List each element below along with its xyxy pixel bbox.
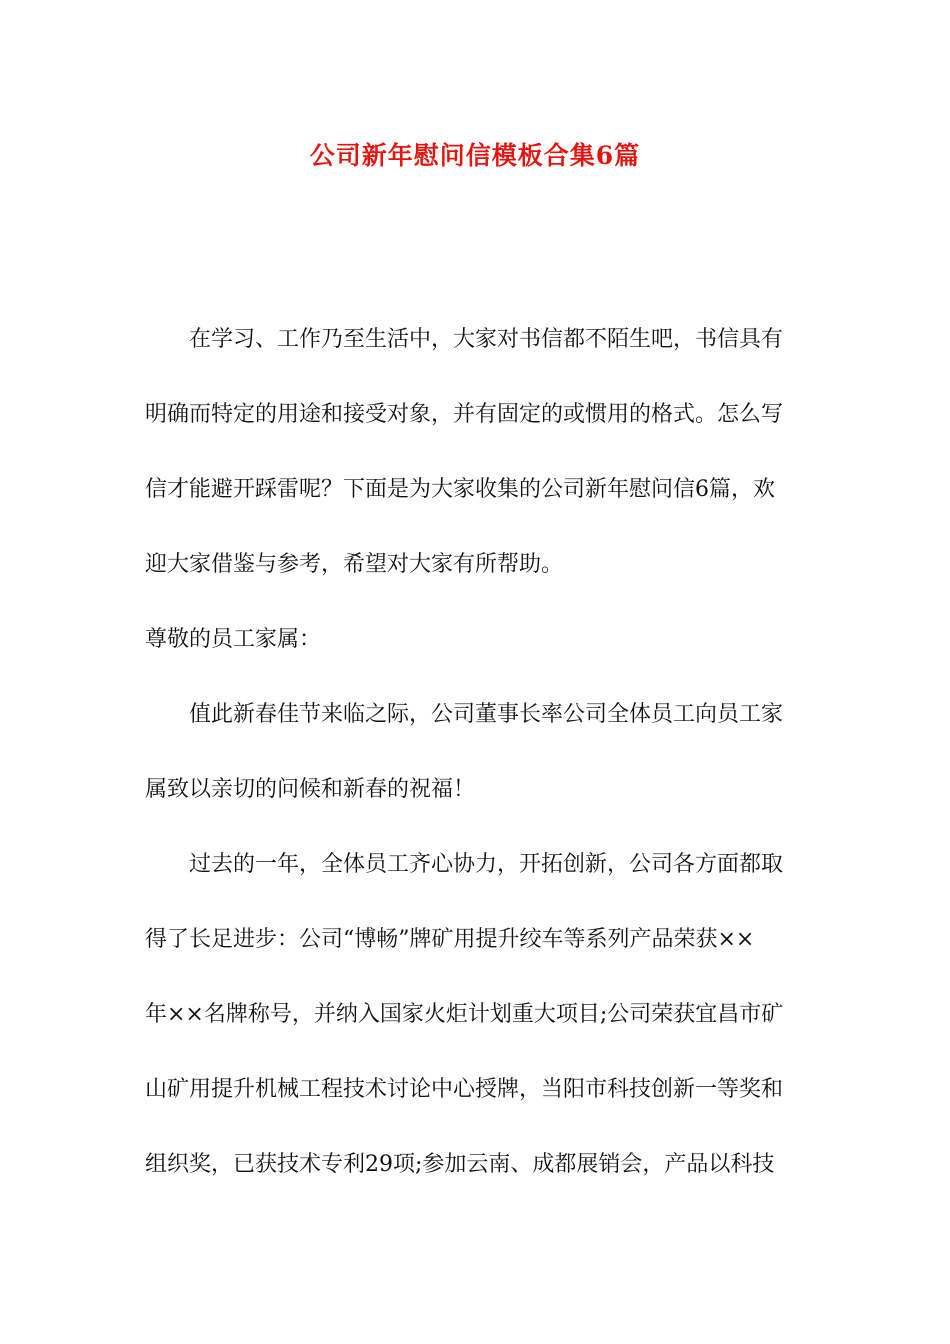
document-title: 公司新年慰问信模板合集6篇 bbox=[309, 141, 641, 170]
salutation: 尊敬的员工家属： bbox=[145, 627, 322, 652]
paragraph-line: 在学习、工作乃至生活中，大家对书信都不陌生吧，书信具有 bbox=[189, 327, 784, 352]
paragraph-line: 组织奖，已获技术专利29项;参加云南、成都展销会，产品以科技 bbox=[145, 1152, 775, 1177]
paragraph-line: 属致以亲切的问候和新春的祝福！ bbox=[145, 777, 476, 802]
paragraph-line: 迎大家借鉴与参考，希望对大家有所帮助。 bbox=[145, 552, 564, 577]
paragraph-line: 年××名牌称号，并纳入国家火炬计划重大项目;公司荣获宜昌市矿 bbox=[145, 1002, 784, 1027]
paragraph-line: 得了长足进步：公司“博畅”牌矿用提升绞车等系列产品荣获×× bbox=[145, 927, 755, 952]
paragraph-line: 信才能避开踩雷呢？下面是为大家收集的公司新年慰问信6篇，欢 bbox=[145, 477, 775, 502]
paragraph-line: 明确而特定的用途和接受对象，并有固定的或惯用的格式。怎么写 bbox=[145, 402, 784, 427]
paragraph-line: 山矿用提升机械工程技术讨论中心授牌，当阳市科技创新一等奖和 bbox=[145, 1077, 784, 1102]
paragraph-line: 值此新春佳节来临之际，公司董事长率公司全体员工向员工家 bbox=[189, 702, 784, 727]
paragraph-line: 过去的一年，全体员工齐心协力，开拓创新，公司各方面都取 bbox=[189, 852, 784, 877]
